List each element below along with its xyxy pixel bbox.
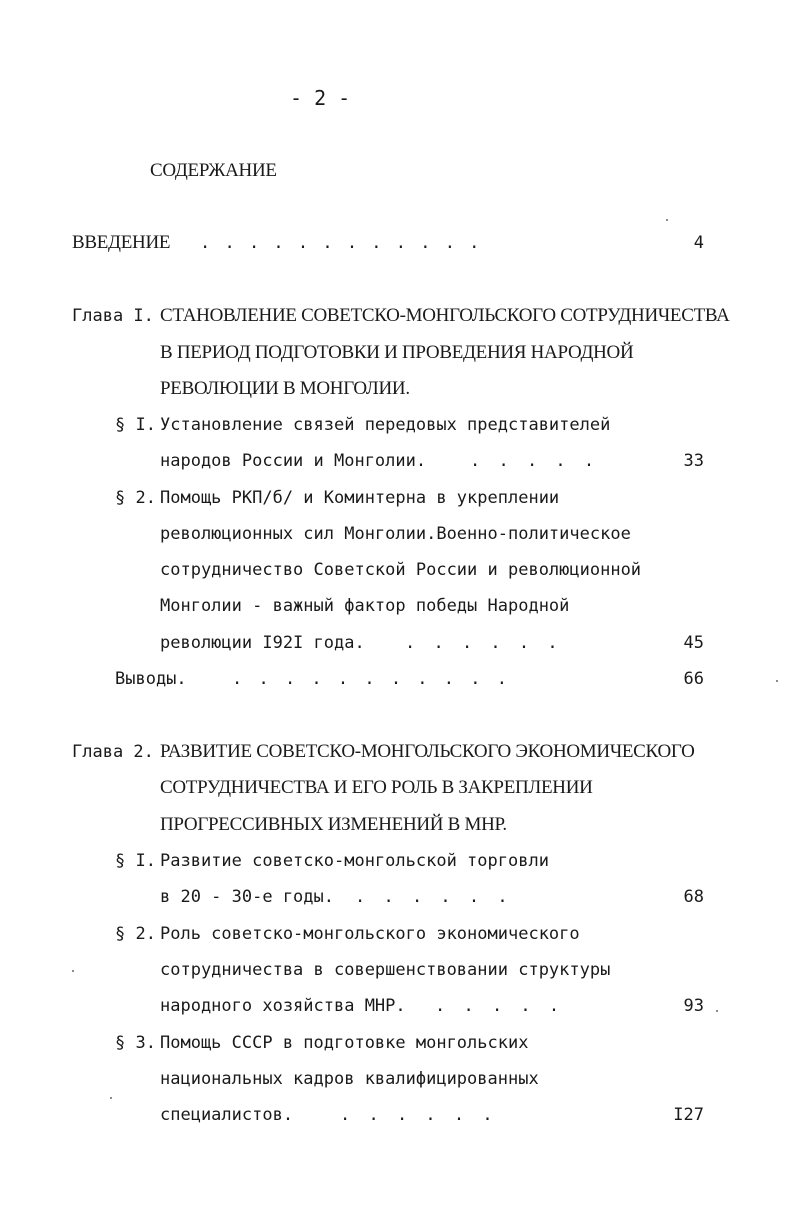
scan-speck <box>776 680 778 682</box>
toc-section-1-2-line: революции I92I года. <box>160 633 365 653</box>
toc-section-2-3-page: I27 <box>673 1105 704 1125</box>
toc-section-1-2-leader-dots: . . . . . . <box>405 633 562 653</box>
scan-speck <box>72 970 74 972</box>
toc-section-2-2-leader-dots: . . . . . <box>435 996 564 1016</box>
toc-chapter-1-title-line: РЕВОЛЮЦИИ В МОНГОЛИИ. <box>160 378 410 399</box>
toc-section-2-2-page: 93 <box>683 996 704 1016</box>
toc-conclusions-title: Выводы. <box>115 669 187 689</box>
toc-chapter-2-title-line: РАЗВИТИЕ СОВЕТСКО-МОНГОЛЬСКОГО ЭКОНОМИЧЕСКОГО <box>160 741 695 762</box>
toc-section-2-1-line: в 20 - 30-е годы. <box>160 887 334 907</box>
contents-title: СОДЕРЖАНИЕ <box>150 160 277 181</box>
toc-section-1-1-page: 33 <box>683 451 704 471</box>
toc-section-2-1-leader-dots: . . . . . . <box>355 887 512 907</box>
toc-introduction-title: ВВЕДЕНИЕ <box>72 232 171 253</box>
toc-section-2-2-line: народного хозяйства МНР. <box>160 996 406 1016</box>
toc-chapter-1-title-line: СТАНОВЛЕНИЕ СОВЕТСКО-МОНГОЛЬСКОГО СОТРУДНИЧЕСТВА <box>160 305 730 326</box>
scan-speck <box>110 1097 112 1099</box>
page-number: - 2 - <box>290 86 351 110</box>
toc-introduction-page: 4 <box>693 233 704 253</box>
toc-conclusions-leader-dots: . . . . . . . . . . . <box>232 669 510 689</box>
toc-section-2-3-leader-dots: . . . . . . <box>340 1105 497 1125</box>
toc-section-1-2-prefix: § 2. <box>115 488 156 508</box>
toc-section-1-2-line: Помощь РКП/б/ и Коминтерна в укреплении <box>160 488 560 508</box>
toc-section-2-1-prefix: § I. <box>115 851 156 871</box>
toc-section-2-3-line: специалистов. <box>160 1105 294 1125</box>
toc-section-2-2-line: сотрудничества в совершенствовании структуры <box>160 960 611 980</box>
toc-section-2-3-line: национальных кадров квалифицированных <box>160 1069 539 1089</box>
toc-conclusions-page: 66 <box>683 669 704 689</box>
toc-chapter-2-title-line: ПРОГРЕССИВНЫХ ИЗМЕНЕНИЙ В МНР. <box>160 814 507 835</box>
toc-introduction-leader-dots: . . . . . . . . . . . . <box>200 233 482 253</box>
toc-section-2-2-prefix: § 2. <box>115 924 156 944</box>
scan-speck <box>666 219 668 221</box>
scan-speck <box>716 1010 718 1012</box>
toc-section-1-2-line: сотрудничество Советской России и революционной <box>160 560 642 580</box>
toc-section-1-1-line: народов России и Монголии. <box>160 451 427 471</box>
toc-section-2-3-line: Помощь СССР в подготовке монгольских <box>160 1033 529 1053</box>
toc-section-2-2-line: Роль советско-монгольского экономического <box>160 924 580 944</box>
toc-chapter-1-prefix: Глава I. <box>72 306 154 326</box>
toc-section-1-2-line: революционных сил Монголии.Военно-политическое <box>160 524 631 544</box>
toc-section-2-3-prefix: § 3. <box>115 1033 156 1053</box>
toc-section-2-1-page: 68 <box>683 887 704 907</box>
toc-chapter-2-title-line: СОТРУДНИЧЕСТВА И ЕГО РОЛЬ В ЗАКРЕПЛЕНИИ <box>160 777 593 798</box>
toc-section-1-1-line: Установление связей передовых представителей <box>160 415 611 435</box>
toc-chapter-1-title-line: В ПЕРИОД ПОДГОТОВКИ И ПРОВЕДЕНИЯ НАРОДНОЙ <box>160 342 634 363</box>
toc-section-2-1-line: Развитие советско-монгольской торговли <box>160 851 549 871</box>
toc-section-1-2-line: Монголии - важный фактор победы Народной <box>160 596 570 616</box>
toc-section-1-1-prefix: § I. <box>115 415 156 435</box>
toc-section-1-1-leader-dots: . . . . . <box>470 451 599 471</box>
toc-chapter-2-prefix: Глава 2. <box>72 742 154 762</box>
toc-section-1-2-page: 45 <box>683 633 704 653</box>
